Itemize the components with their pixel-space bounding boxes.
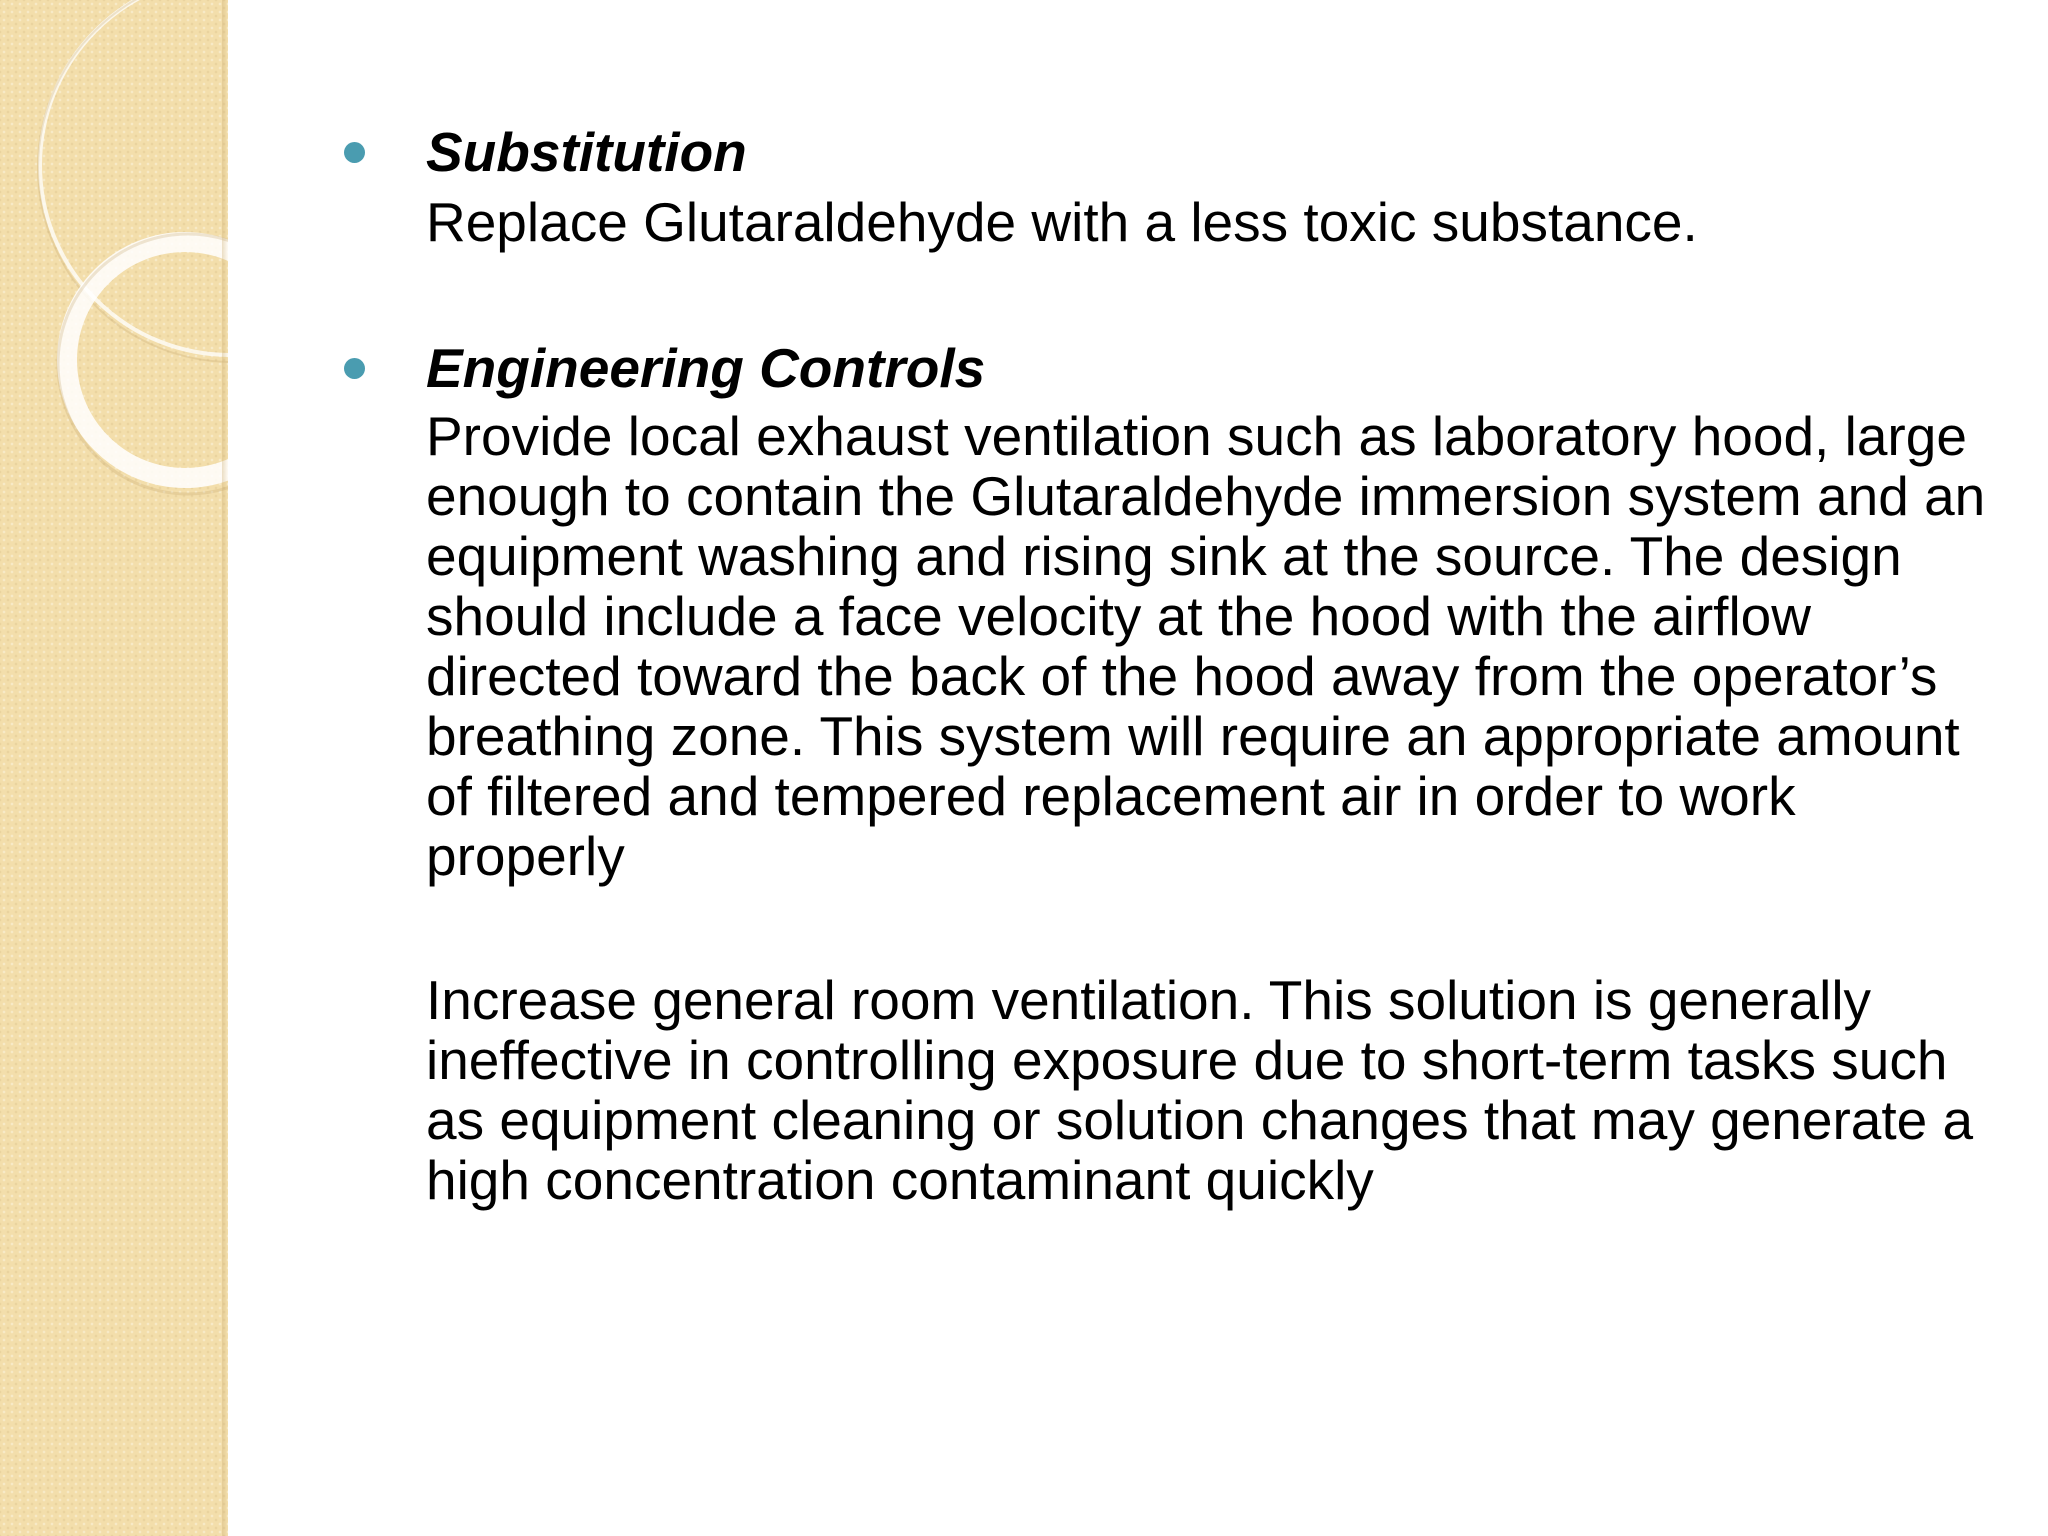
decorative-small-ring-shadow <box>58 234 228 494</box>
paragraph-room-ventilation <box>352 970 1992 1210</box>
item-text: Replace Glutaraldehyde with a less toxic substance. <box>426 191 1698 253</box>
item-text: Provide local exhaust ventilation such as laboratory hood, large enough to contain the Glutaraldehyde immersion system and an equipment washing and rising sink at the source. The design should include a face velocity at the hood with the airflow directed toward the back of the hood away from the operator’s breathing zone. This system will require an appropriate amount of filtered and tempered replacement air in order to work properly <box>426 405 1986 887</box>
decorative-large-ring <box>40 0 228 355</box>
side-panel-edge <box>222 0 228 1536</box>
decorative-side-panel <box>0 0 228 1536</box>
decorative-rings-graphic <box>0 0 228 1536</box>
item-heading: Engineering Controls <box>426 337 986 399</box>
bullet-item-substitution <box>352 120 1992 252</box>
bullet-item-engineering-controls <box>352 336 1992 886</box>
slide-content <box>352 120 1992 1210</box>
item-text: Increase general room ventilation. This solution is generally ineffective in controlling exposure due to short-term tasks such as equipment cleaning or solution changes that may generate a high concentration contaminant quickly <box>426 969 1974 1211</box>
bullet-dot-icon <box>344 142 365 163</box>
bullet-dot-icon <box>344 358 365 379</box>
item-heading: Substitution <box>426 121 747 183</box>
decorative-large-ring-shadow <box>38 0 228 362</box>
